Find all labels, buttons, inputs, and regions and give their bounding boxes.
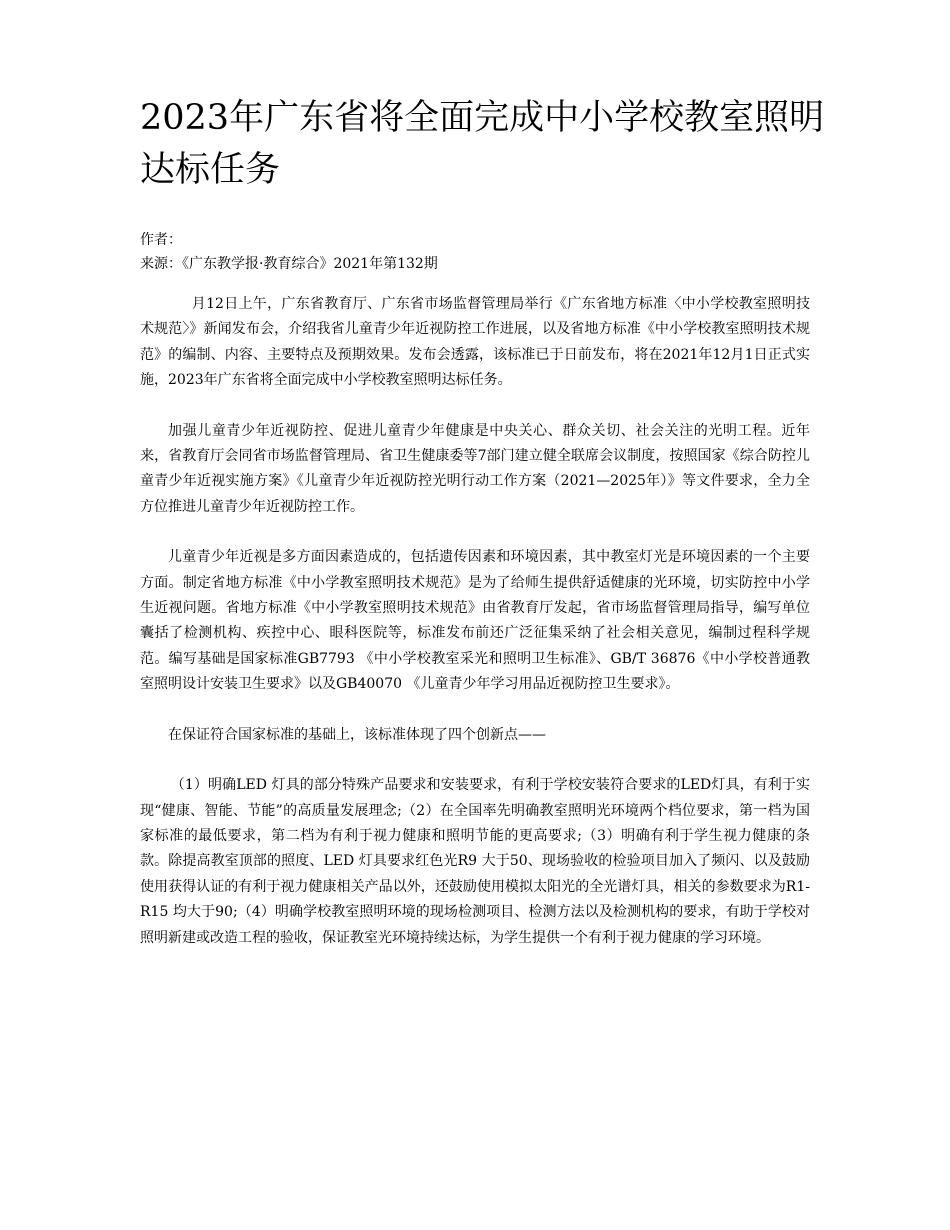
article-body [140, 292, 810, 976]
source-label: 来源： [140, 256, 182, 272]
paragraph-3: 儿童青少年近视是多方面因素造成的，包括遗传因素和环境因素，其中教室灯光是环境因素的一个主要方面。制定省地方标准《中小学教室照明技术规范》是为了给师生提供舒适健康的光环境，切实防控中小学生近视问题。省地方标准《中小学教室照明技术规范》由省教育厅发起，省市场监督管理局指导，编写单位囊括了检测机构、疾控中心、眼科医院等，标准发布前还广泛征集采纳了社会相关意见，编制过程科学规范。编写基础是国家标准GB7793 《中小学校教室采光和照明卫生标准》、GB/T 36876《中小学校普通教室照明设计安装卫生要求》以及GB40070 《儿童青少年学习用品近视防控卫生要求》。 [140, 549, 810, 693]
paragraph-5: （1）明确LED 灯具的部分特殊产品要求和安装要求，有利于学校安装符合要求的LED灯具，有利于实现“健康、智能、节能”的高质量发展理念;（2）在全国率先明确教室照明光环境两个档位要求，第一档为国家标准的最低要求，第二档为有利于视力健康和照明节能的更高要求;（3）明确有利于学生视力健康的条款。除提高教室顶部的照度、LED 灯具要求红色光R9 大于50、现场验收的检验项目加入了频闪、以及鼓励使用获得认证的有利于视力健康相关产品以外，还鼓励使用模拟太阳光的全光谱灯具，相关的参数要求为R1-R15 均大于90;（4）明确学校教室照明环境的现场检测项目、检测方法以及检测机构的要求，有助于学校对照明新建或改造工程的验收，保证教室光环境持续达标，为学生提供一个有利于视力健康的学习环境。 [140, 777, 810, 946]
source-value: 《广东教学报·教育综合》2021年第132期 [182, 256, 438, 272]
article-meta [140, 228, 830, 276]
source-line [140, 252, 830, 276]
paragraph-2: 加强儿童青少年近视防控、促进儿童青少年健康是中央关心、群众关切、社会关注的光明工程。近年来，省教育厅会同省市场监督管理局、省卫生健康委等7部门建立健全联席会议制度，按照国家《综合防控儿童青少年近视实施方案》《儿童青少年近视防控光明行动工作方案（2021—2025年）》等文件要求，全力全方位推进儿童青少年近视防控工作。 [140, 422, 810, 515]
paragraph-1: 月12日上午，广东省教育厅、广东省市场监督管理局举行《广东省地方标准〈中小学校教室照明技术规范〉》新闻发布会，介绍我省儿童青少年近视防控工作进展，以及省地方标准《中小学校教室照明技术规范》的编制、内容、主要特点及预期效果。发布会透露，该标准已于日前发布，将在2021年12月1日正式实施，2023年广东省将全面完成中小学校教室照明达标任务。 [140, 296, 810, 389]
paragraph-4: 在保证符合国家标准的基础上，该标准体现了四个创新点—— [168, 726, 546, 743]
author-label: 作者： [140, 232, 182, 248]
author-line [140, 228, 830, 252]
article-title: 2023年广东省将全面完成中小学校教室照明达标任务 [140, 98, 825, 190]
